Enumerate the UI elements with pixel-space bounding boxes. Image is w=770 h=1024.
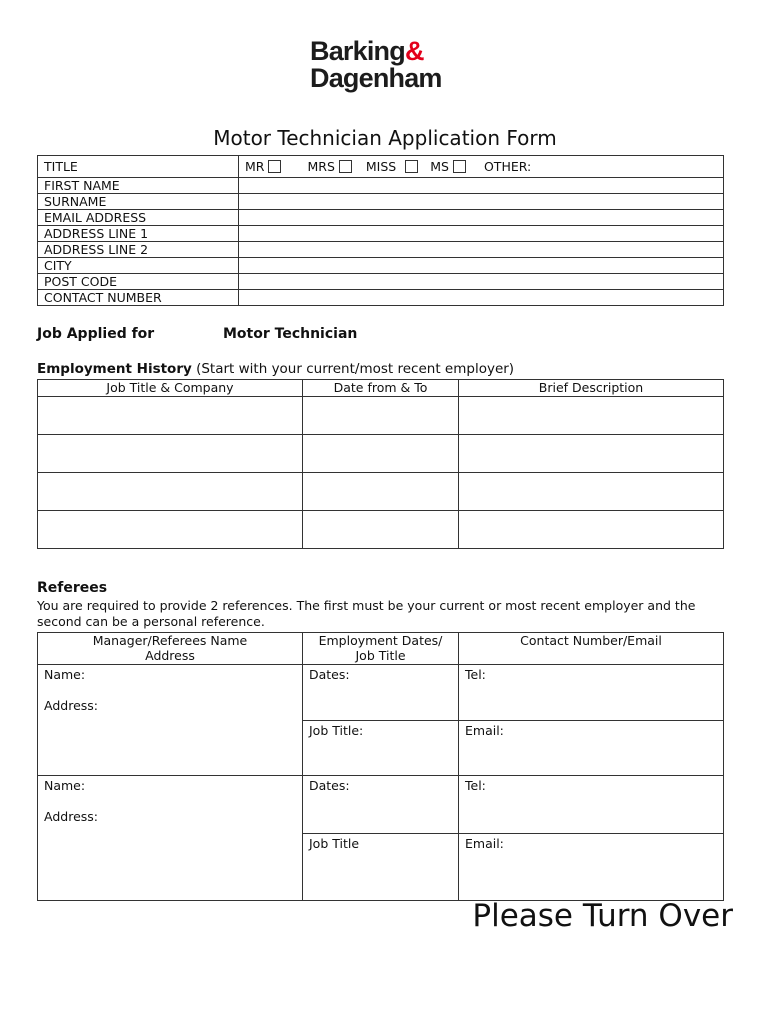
mrs-checkbox[interactable]	[339, 160, 352, 173]
surname-field[interactable]	[239, 194, 724, 210]
logo-line-1: Barking&	[310, 36, 424, 66]
council-logo	[310, 38, 480, 92]
contact-number-field[interactable]	[239, 290, 724, 306]
table-cell[interactable]	[303, 397, 459, 435]
city-field[interactable]	[239, 258, 724, 274]
title-options: MR MRS MISS MS OTHER:	[239, 156, 724, 178]
table-cell[interactable]	[38, 435, 303, 473]
title-label: TITLE	[38, 156, 239, 178]
surname-label: SURNAME	[38, 194, 239, 210]
first-name-label: FIRST NAME	[38, 178, 239, 194]
personal-details-table	[37, 155, 724, 306]
column-header: Employment Dates/ Job Title	[303, 633, 459, 665]
post-code-label: POST CODE	[38, 274, 239, 290]
contact-number-label: CONTACT NUMBER	[38, 290, 239, 306]
employment-history-table	[37, 379, 724, 549]
form-title: Motor Technician Application Form	[213, 126, 557, 150]
table-cell[interactable]	[303, 473, 459, 511]
mr-checkbox[interactable]	[268, 160, 281, 173]
address-line-1-label: ADDRESS LINE 1	[38, 226, 239, 242]
referee-1-email[interactable]: Email:	[459, 721, 724, 776]
table-cell[interactable]	[459, 473, 724, 511]
column-header: Contact Number/Email	[459, 633, 724, 665]
column-header: Manager/Referees Name Address	[38, 633, 303, 665]
referees-table	[37, 632, 724, 901]
email-label: EMAIL ADDRESS	[38, 210, 239, 226]
column-header: Brief Description	[459, 380, 724, 397]
address-line-1-field[interactable]	[239, 226, 724, 242]
table-cell[interactable]	[38, 473, 303, 511]
column-header: Job Title & Company	[38, 380, 303, 397]
job-applied-label: Job Applied for	[37, 326, 155, 342]
referee-1-dates[interactable]: Dates:	[303, 665, 459, 721]
table-cell[interactable]	[303, 435, 459, 473]
post-code-field[interactable]	[239, 274, 724, 290]
referee-1-tel[interactable]: Tel:	[459, 665, 724, 721]
referees-heading: Referees	[37, 580, 108, 596]
employment-history-heading: Employment History (Start with your current/most recent employer)	[37, 361, 515, 377]
column-header: Date from & To	[303, 380, 459, 397]
email-field[interactable]	[239, 210, 724, 226]
table-cell[interactable]	[459, 435, 724, 473]
table-cell[interactable]	[459, 397, 724, 435]
referees-instructions: You are required to provide 2 references. The first must be your current or most recent employer and the second can be a personal reference.	[37, 598, 696, 629]
referee-2-email[interactable]: Email:	[459, 834, 724, 901]
table-cell[interactable]	[303, 511, 459, 549]
please-turn-over: Please Turn Over	[472, 898, 733, 934]
job-applied-value: Motor Technician	[223, 326, 358, 342]
referee-1-job-title[interactable]: Job Title:	[303, 721, 459, 776]
city-label: CITY	[38, 258, 239, 274]
table-cell[interactable]	[459, 511, 724, 549]
first-name-field[interactable]	[239, 178, 724, 194]
miss-checkbox[interactable]	[405, 160, 418, 173]
table-cell[interactable]	[38, 511, 303, 549]
referee-2-name-address[interactable]: Name: Address:	[38, 776, 303, 901]
logo-line-2: Dagenham	[310, 63, 442, 93]
ms-checkbox[interactable]	[453, 160, 466, 173]
address-line-2-field[interactable]	[239, 242, 724, 258]
referee-2-dates[interactable]: Dates:	[303, 776, 459, 834]
table-cell[interactable]	[38, 397, 303, 435]
referee-1-name-address[interactable]: Name: Address:	[38, 665, 303, 776]
referee-2-job-title[interactable]: Job Title	[303, 834, 459, 901]
address-line-2-label: ADDRESS LINE 2	[38, 242, 239, 258]
referee-2-tel[interactable]: Tel:	[459, 776, 724, 834]
other-label: OTHER:	[483, 159, 532, 174]
